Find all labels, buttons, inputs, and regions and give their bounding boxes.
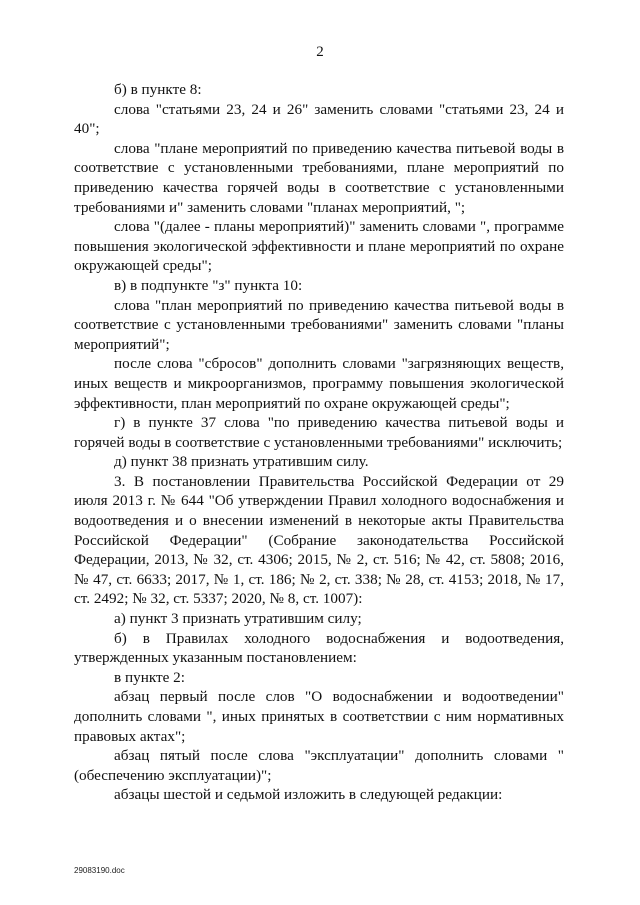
paragraph-item-d: д) пункт 38 признать утратившим силу. <box>114 453 369 471</box>
paragraph-item-a: а) пункт 3 признать утратившим силу; <box>114 610 362 628</box>
paragraph: в пункте 2: <box>114 668 185 686</box>
paragraph-section-3: 3. В постановлении Правительства Российской Федерации от 29 июля 2013 г. № 644 "Об утверждении Правил холодного водоснабжения и водоотведения и о внесении изменений в некоторые акты Правительства Российской Федерации" (Собрание законодательства Российской Федерации, 2013, № 32, ст. 4306; 2015, № 2, ст. 516; № 42, ст. 5808; 2016, № 47, ст. 6633; 2017, № 1, ст. 186; № 2, ст. 338; № 28, ст. 4153; 2018, № 17, ст. 2492; № 32, ст. 5337; 2020, № 8, ст. 1007): <box>74 472 564 608</box>
paragraph-item-v: в) в подпункте "з" пункта 10: <box>114 276 303 294</box>
paragraph-item-b: б) в пункте 8: <box>114 81 202 98</box>
paragraph: абзацы шестой и седьмой изложить в следующей редакции: <box>114 786 503 804</box>
paragraph: слова "план мероприятий по приведению качества питьевой воды в соответствие с установленными требованиями" заменить словами "планы мероприятий"; <box>74 296 564 353</box>
paragraph: абзац первый после слов "О водоснабжении и водоотведении" дополнить словами ", иных принятых в соответствии с ним нормативных правовых актах"; <box>74 688 564 745</box>
paragraph: после слова "сбросов" дополнить словами "загрязняющих веществ, иных веществ и микроорганизмов, программу повышения экологической эффективности, план мероприятий по охране окружающей среды"; <box>74 355 564 412</box>
document-body <box>74 80 564 805</box>
paragraph: абзац пятый после слова "эксплуатации" дополнить словами "(обеспечению эксплуатации)"; <box>74 747 564 784</box>
footer-filename: 29083190.doc <box>74 866 125 875</box>
paragraph-item-b: б) в Правилах холодного водоснабжения и водоотведения, утвержденных указанным постановлением: <box>74 629 564 667</box>
paragraph: слова "плане мероприятий по приведению качества питьевой воды в соответствие с установленными требованиями, плане мероприятий по приведению качества горячей воды в соответствие с установленными требованиями и" заменить словами "планах мероприятий, "; <box>74 139 564 216</box>
paragraph: слова "(далее - планы мероприятий)" заменить словами ", программе повышения экологической эффективности и плане мероприятий по охране окружающей среды"; <box>74 218 564 275</box>
page-number: 2 <box>316 44 324 60</box>
paragraph: слова "статьями 23, 24 и 26" заменить словами "статьями 23, 24 и 40"; <box>74 100 564 138</box>
paragraph-item-g: г) в пункте 37 слова "по приведению качества питьевой воды и горячей воды в соответствие с установленными требованиями" исключить; <box>74 414 564 451</box>
